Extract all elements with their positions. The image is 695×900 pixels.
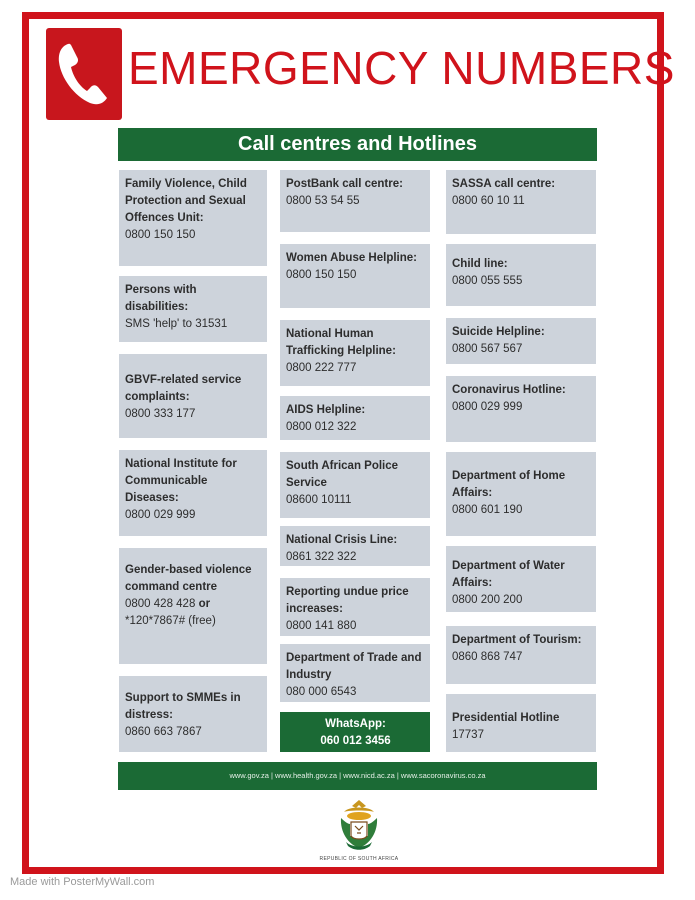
phone-icon [54, 40, 114, 108]
card-label: Women Abuse Helpline: [286, 252, 417, 264]
card-human-trafficking [280, 320, 430, 386]
card-child-line [446, 244, 596, 306]
card-sassa [446, 170, 596, 234]
card-crisis-line [280, 526, 430, 566]
card-number-extra: *120*7867# (free) [125, 615, 216, 627]
card-home-affairs [446, 452, 596, 536]
card-label: Persons with disabilities: [125, 284, 197, 313]
crest-caption: REPUBLIC OF SOUTH AFRICA [319, 856, 399, 862]
card-number: 0800 150 150 [125, 229, 196, 241]
card-whatsapp [280, 712, 430, 752]
hotlines-poster [118, 128, 597, 792]
card-number: 0800 029 999 [125, 509, 196, 521]
card-label: Department of Tourism: [452, 634, 582, 646]
card-label: WhatsApp: [325, 718, 386, 730]
card-label: Department of Water Affairs: [452, 560, 565, 589]
card-label: South African Police Service [286, 460, 399, 489]
card-number: 0800 200 200 [452, 594, 523, 606]
card-label: Presidential Hotline [452, 712, 560, 724]
card-number: 0800 012 322 [286, 421, 357, 433]
card-family-violence [119, 170, 267, 266]
page-title: EMERGENCY NUMBERS [128, 42, 675, 94]
card-number: 0800 029 999 [452, 401, 523, 413]
card-number: 060 012 3456 [320, 735, 391, 747]
card-coronavirus [446, 376, 596, 442]
card-smme-support [119, 676, 267, 752]
card-number: 0800 601 190 [452, 504, 523, 516]
card-tourism [446, 626, 596, 684]
card-gbvf-complaints [119, 354, 267, 438]
card-label: Department of Home Affairs: [452, 470, 566, 499]
card-label: AIDS Helpline: [286, 404, 366, 416]
card-label: National Institute for Communicable Diseases: [125, 458, 237, 504]
card-trade-industry [280, 644, 430, 702]
card-number: 0800 333 177 [125, 408, 196, 420]
card-number: 0860 868 747 [452, 651, 523, 663]
card-suicide-helpline [446, 318, 596, 364]
card-label: Department of Trade and Industry [286, 652, 422, 681]
card-label: National Human Trafficking Helpline: [286, 328, 396, 357]
card-number: 0800 60 10 11 [452, 195, 525, 207]
card-women-abuse [280, 244, 430, 308]
card-number: 0800 222 777 [286, 362, 357, 374]
card-postbank [280, 170, 430, 232]
card-number: 0800 567 567 [452, 343, 523, 355]
card-number: 0800 150 150 [286, 269, 357, 281]
coat-of-arms-icon [338, 798, 380, 852]
card-gbv-command-centre [119, 548, 267, 664]
card-number: 080 000 6543 [286, 686, 357, 698]
phone-badge [46, 28, 122, 120]
card-disabilities [119, 276, 267, 342]
card-number: 0800 428 428 or [125, 598, 211, 610]
card-nicd [119, 450, 267, 536]
card-price-increases [280, 578, 430, 636]
card-label: National Crisis Line: [286, 534, 398, 546]
card-number: 0860 663 7867 [125, 726, 202, 738]
card-saps [280, 452, 430, 518]
card-label: Support to SMMEs in distress: [125, 692, 241, 721]
card-label: Child line: [452, 258, 508, 270]
card-label: Coronavirus Hotline: [452, 384, 566, 396]
card-label: Family Violence, Child Protection and Sexual Offences Unit: [125, 178, 247, 224]
card-water-affairs [446, 546, 596, 612]
card-label: Suicide Helpline: [452, 326, 545, 338]
card-label: GBVF-related service complaints: [125, 374, 242, 403]
card-number: 0800 141 880 [286, 620, 357, 632]
card-label: Reporting undue price increases: [286, 586, 409, 615]
poster-footer-links: www.gov.za | www.health.gov.za | www.nicd.ac.za | www.sacoronavirus.co.za [118, 762, 597, 790]
watermark: Made with PosterMyWall.com [10, 876, 155, 888]
poster-header: Call centres and Hotlines [118, 128, 597, 161]
card-number: 0861 322 322 [286, 551, 357, 563]
card-label: PostBank call centre: [286, 178, 403, 190]
card-number: SMS 'help' to 31531 [125, 318, 228, 330]
card-number: 0800 055 555 [452, 275, 523, 287]
card-number: 17737 [452, 729, 484, 741]
card-aids-helpline [280, 396, 430, 440]
card-number: 08600 10111 [286, 494, 352, 506]
card-label: Gender-based violence command centre [125, 564, 252, 593]
card-label: SASSA call centre: [452, 178, 556, 190]
card-number: 0800 53 54 55 [286, 195, 360, 207]
card-presidential-hotline [446, 694, 596, 752]
